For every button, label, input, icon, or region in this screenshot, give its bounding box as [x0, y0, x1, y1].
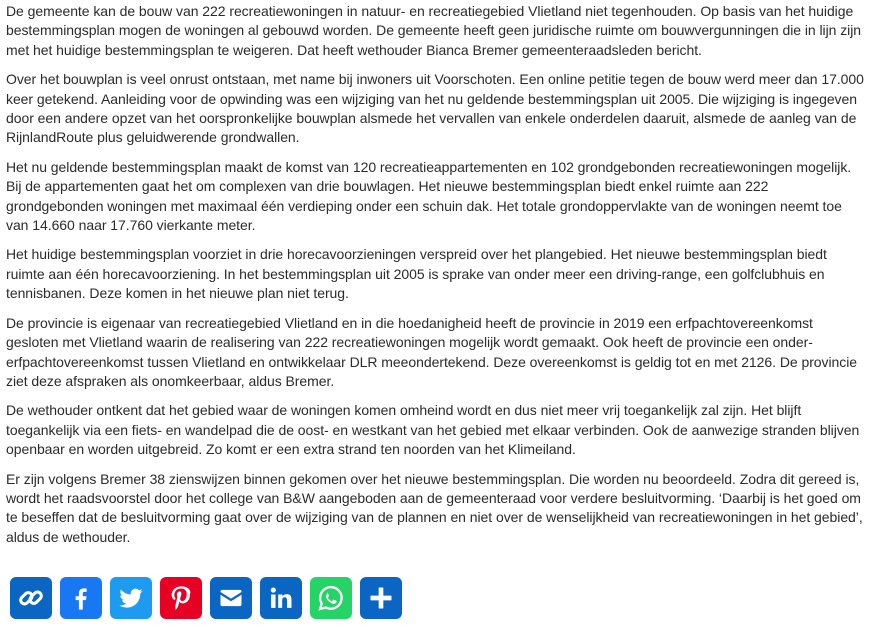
share-pinterest-button[interactable]	[160, 577, 202, 619]
article-paragraph: Over het bouwplan is veel onrust ontstaan, met name bij inwoners uit Voorschoten. Een online petitie tegen de bouw werd meer dan 17.000 keer getekend. Aanleiding voor de opwinding was een wijziging van het nu geldende bestemmingsplan uit 2005. Die wijziging is ingegeven door een andere opzet van het oorspronkelijke bouwplan alsmede het vervallen van enkele onderdelen daaruit, alsmede de aanleg van de RijnlandRoute plus geluidwerende grondwallen.	[6, 71, 864, 146]
copy-link-icon	[17, 584, 45, 612]
share-more-icon	[367, 584, 395, 612]
facebook-icon	[67, 584, 95, 612]
article-body	[6, 2, 865, 557]
share-facebook-button[interactable]	[60, 577, 102, 619]
twitter-icon	[117, 584, 145, 612]
share-whatsapp-button[interactable]	[310, 577, 352, 619]
article-paragraph: De gemeente kan de bouw van 222 recreatiewoningen in natuur- en recreatiegebied Vlietland niet tegenhouden. Op basis van het huidige bestemmingsplan mogen de woningen al gebouwd worden. De gemeente heeft geen juridische ruimte om bouwvergunningen die in lijn zijn met het huidige bestemmingsplan te weigeren. Dat heeft wethouder Bianca Bremer gemeenteraadsleden bericht.	[6, 3, 862, 58]
share-more-button[interactable]	[360, 577, 402, 619]
article-paragraph: De wethouder ontkent dat het gebied waar de woningen komen omheind wordt en dus niet meer vrij toegankelijk zal zijn. Het blijft toegankelijk via een fiets- en wandelpad die de oost- en westkant van het gebied met elkaar verbinden. Ook de aanwezige stranden blijven openbaar en worden uitgebreid. Zo komt er een extra strand ten noorden van het Klimeiland.	[6, 402, 860, 458]
pinterest-icon	[167, 584, 195, 612]
article-paragraph: Het nu geldende bestemmingsplan maakt de komst van 120 recreatieappartementen en 102 grondgebonden recreatiewoningen mogelijk. Bij de appartementen gaat het om complexen van drie bouwlagen. Het nieuwe bestemmingsplan biedt enkel ruimte aan 222 grondgebonden woningen met maximaal één verdieping onder een schuin dak. Het totale grondoppervlakte van de woningen neemt toe van 14.660 naar 17.760 vierkante meter.	[6, 158, 852, 234]
share-linkedin-button[interactable]	[260, 577, 302, 619]
share-twitter-button[interactable]	[110, 577, 152, 619]
article-paragraph: De provincie is eigenaar van recreatiegebied Vlietland en in die hoedanigheid heeft de provincie in 2019 een erfpachtovereenkomst gesloten met Vlietland waarin de realisering van 222 recreatiewoningen mogelijk wordt gemaakt. Ook heeft de provincie een onder-erfpachtovereenkomst tussen Vlietland en ontwikkelaar DLR meeondertekend. Deze overeenkomst is geldig tot en met 2126. De provincie ziet deze afspraken als onomkeerbaar, aldus Bremer.	[6, 314, 858, 389]
article-paragraph: Het huidige bestemmingsplan voorziet in drie horecavoorzieningen verspreid over het plangebied. Het nieuwe bestemmingsplan biedt ruimte aan één horecavoorziening. In het bestemmingsplan uit 2005 is sprake van onder meer een driving-range, een golfclubhuis en tennisbanen. Deze komen in het nieuwe plan niet terug.	[6, 246, 827, 302]
share-copy-link-button[interactable]	[10, 577, 52, 619]
email-icon	[217, 584, 245, 612]
linkedin-icon	[267, 584, 295, 612]
whatsapp-icon	[317, 584, 345, 612]
share-email-button[interactable]	[210, 577, 252, 619]
article-paragraph: Er zijn volgens Bremer 38 zienswijzen binnen gekomen over het nieuwe bestemmingsplan. Die worden nu beoordeeld. Zodra dit gereed is, wordt het raadsvoorstel door het college van B&W aangeboden aan de gemeenteraad voor verdere besluitvorming. ‘Daarbij is het goed om te beseffen dat de besluitvorming gaat over de wijziging van de plannen en niet over de wenselijkheid van recreatiewoningen in het gebied’, aldus de wethouder.	[6, 470, 863, 545]
share-bar	[10, 577, 402, 619]
